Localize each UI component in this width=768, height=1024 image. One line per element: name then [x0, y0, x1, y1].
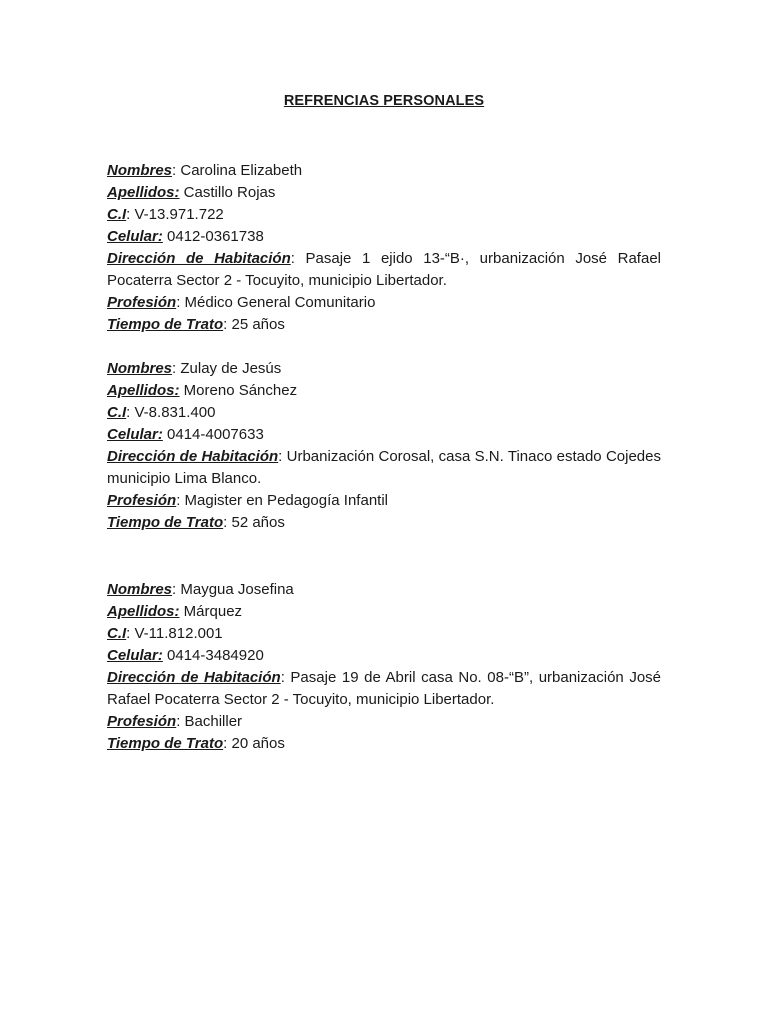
label-nombres: Nombres [107, 162, 173, 179]
value-direccion: : Pasaje 1 ejido 13-“B·, urbanización José Rafael Pocaterra Sector 2 - Tocuyito, municipio Libertador. [107, 250, 661, 289]
value-ci: : V-11.812.001 [126, 625, 223, 642]
value-celular: 0414-4007633 [162, 426, 264, 443]
value-tiempo: : 20 años [223, 735, 285, 752]
page-title: REFRENCIAS PERSONALES [283, 93, 485, 109]
value-profesion: : Magister en Pedagogía Infantil [176, 492, 388, 509]
value-apellidos: Castillo Rojas [179, 184, 276, 201]
label-celular: Celular: [107, 426, 163, 443]
field-ci [107, 402, 661, 424]
label-profesion: Profesión [107, 492, 177, 509]
value-profesion: : Médico General Comunitario [176, 294, 376, 311]
field-direccion [107, 667, 661, 711]
label-apellidos: Apellidos: [107, 184, 180, 201]
label-direccion: Dirección de Habitación [107, 448, 279, 465]
field-celular [107, 645, 661, 667]
value-nombres: : Maygua Josefina [172, 581, 294, 598]
field-nombres [107, 160, 661, 182]
field-apellidos [107, 380, 661, 402]
value-nombres: : Zulay de Jesús [172, 360, 282, 377]
field-tiempo [107, 314, 661, 336]
label-direccion: Dirección de Habitación [107, 669, 281, 686]
value-celular: 0412-0361738 [162, 228, 264, 245]
value-direccion: : Urbanización Corosal, casa S.N. Tinaco estado Cojedes municipio Lima Blanco. [107, 448, 661, 487]
value-ci: : V-8.831.400 [126, 404, 216, 421]
field-ci [107, 204, 661, 226]
value-direccion: : Pasaje 19 de Abril casa No. 08-“B”, urbanización José Rafael Pocaterra Sector 2 - Tocuyito, municipio Libertador. [107, 669, 662, 708]
value-nombres: : Carolina Elizabeth [172, 162, 303, 179]
field-apellidos [107, 601, 661, 623]
label-celular: Celular: [107, 647, 163, 664]
value-apellidos: Moreno Sánchez [179, 382, 298, 399]
field-profesion [107, 711, 661, 733]
label-ci: C.I [107, 404, 127, 421]
label-tiempo: Tiempo de Trato [107, 514, 224, 531]
field-tiempo [107, 733, 661, 755]
field-nombres [107, 358, 661, 380]
label-celular: Celular: [107, 228, 163, 245]
field-direccion [107, 446, 661, 490]
value-tiempo: : 52 años [223, 514, 285, 531]
label-nombres: Nombres [107, 581, 173, 598]
field-direccion [107, 248, 661, 292]
value-profesion: : Bachiller [176, 713, 243, 730]
value-celular: 0414-3484920 [162, 647, 264, 664]
reference-block [107, 579, 661, 755]
label-ci: C.I [107, 206, 127, 223]
label-nombres: Nombres [107, 360, 173, 377]
value-apellidos: Márquez [179, 603, 243, 620]
label-ci: C.I [107, 625, 127, 642]
field-ci [107, 623, 661, 645]
field-celular [107, 424, 661, 446]
reference-block [107, 160, 661, 336]
label-apellidos: Apellidos: [107, 603, 180, 620]
reference-block [107, 358, 661, 534]
value-tiempo: : 25 años [223, 316, 285, 333]
label-profesion: Profesión [107, 294, 177, 311]
label-direccion: Dirección de Habitación [107, 250, 291, 267]
label-tiempo: Tiempo de Trato [107, 316, 224, 333]
value-ci: : V-13.971.722 [126, 206, 224, 223]
field-profesion [107, 490, 661, 512]
label-tiempo: Tiempo de Trato [107, 735, 224, 752]
label-profesion: Profesión [107, 713, 177, 730]
field-apellidos [107, 182, 661, 204]
field-tiempo [107, 512, 661, 534]
field-celular [107, 226, 661, 248]
field-nombres [107, 579, 661, 601]
label-apellidos: Apellidos: [107, 382, 180, 399]
field-profesion [107, 292, 661, 314]
